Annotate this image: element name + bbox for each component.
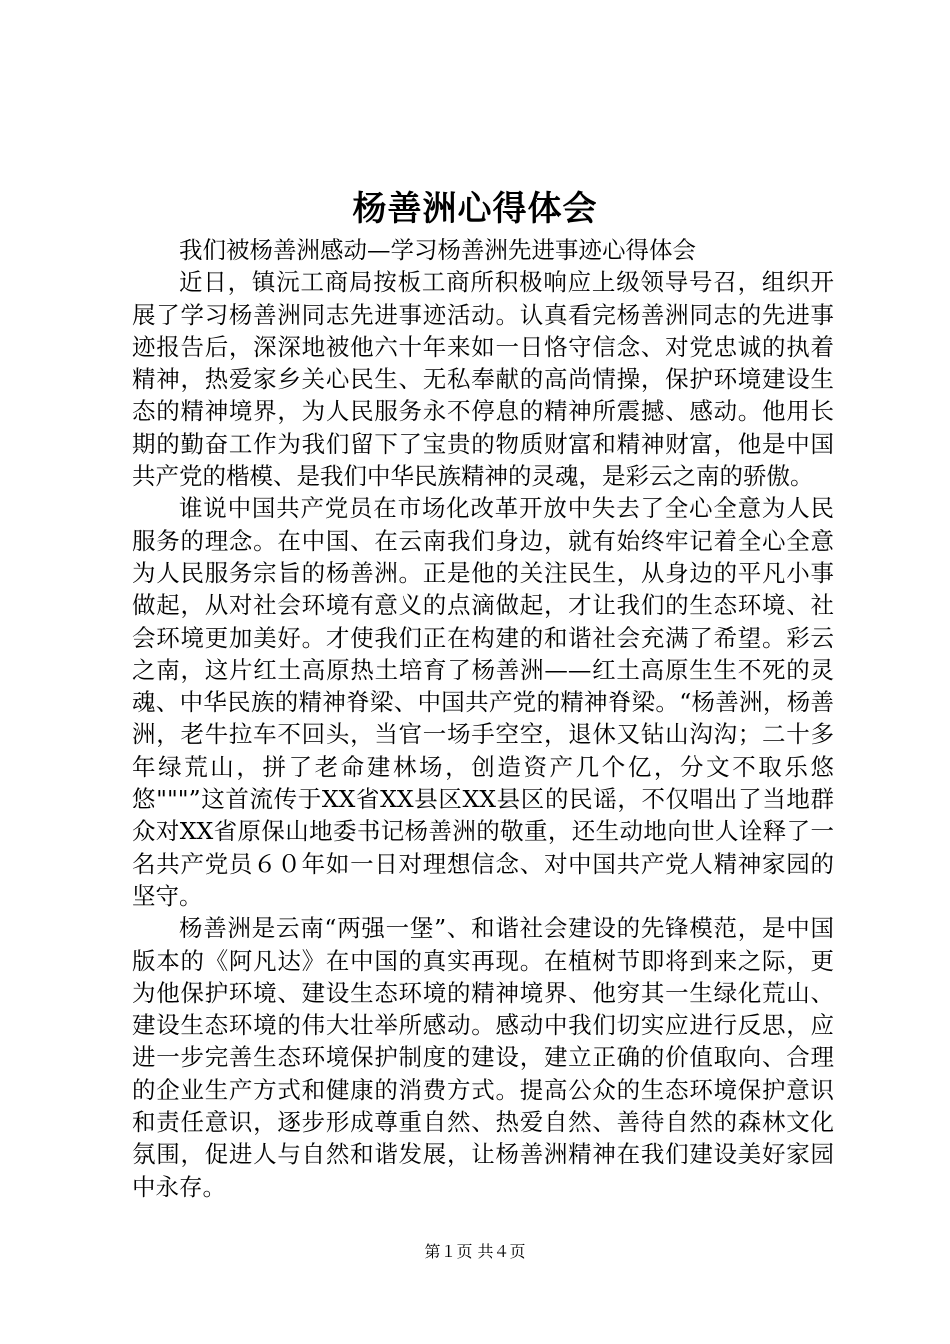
body-paragraph: 杨善洲是云南“两强一堡”、和谐社会建设的先锋模范，是中国版本的《阿凡达》在中国的真实再现。在植树节即将到来之际，更为他保护环境、建设生态环境的精神境界、他穷其一生绿化荒山、建设生态环境的伟大壮举所感动。感动中我们切实应进行反思，应进一步完善生态环境保护制度的建设，建立正确的价值取向、合理的企业生产方式和健康的消费方式。提高公众的生态环境保护意识和责任意识，逐步形成尊重自然、热爱自然、善待自然的森林文化氛围，促进人与自然和谐发展，让杨善洲精神在我们建设美好家园中永存。	[132, 914, 834, 1201]
page-footer: 第１页 共４页	[424, 1242, 526, 1261]
document-title: 杨善洲心得体会	[352, 189, 598, 229]
document-body	[132, 234, 834, 1203]
body-paragraph: 谁说中国共产党员在市场化改革开放中失去了全心全意为人民服务的理念。在中国、在云南我们身边，就有始终牢记着全心全意为人民服务宗旨的杨善洲。正是他的关注民生，从身边的平凡小事做起，从对社会环境有意义的点滴做起，才让我们的生态环境、社会环境更加美好。才使我们正在构建的和谐社会充满了希望。彩云之南，这片红土高原热土培育了杨善洲——红土高原生生不死的灵魂、中华民族的精神脊梁、中国共产党的精神脊梁。“杨善洲，杨善洲，老牛拉车不回头，当官一场手空空，退休又钻山沟沟；二十多年绿荒山，拼了老命建林场，创造资产几个亿，分文不取乐悠悠"""”这首流传于XX省XX县区XX县区的民谣，不仅唱出了当地群众对XX省原保山地委书记杨善洲的敬重，还生动地向世人诠释了一名共产党员６０年如一日对理想信念、对中国共产党人精神家园的坚守。	[132, 494, 834, 910]
subtitle-paragraph: 我们被杨善洲感动—学习杨善洲先进事迹心得体会	[179, 236, 696, 264]
body-paragraph: 近日，镇沅工商局按板工商所积极响应上级领导号召，组织开展了学习杨善洲同志先进事迹活动。认真看完杨善洲同志的先进事迹报告后，深深地被他六十年来如一日恪守信念、对党忠诚的执着精神，热爱家乡关心民生、无私奉献的高尚情操，保护环境建设生态的精神境界，为人民服务永不停息的精神所震撼、感动。他用长期的勤奋工作为我们留下了宝贵的物质财富和精神财富，他是中国共产党的楷模、是我们中华民族精神的灵魂，是彩云之南的骄傲。	[132, 268, 834, 491]
